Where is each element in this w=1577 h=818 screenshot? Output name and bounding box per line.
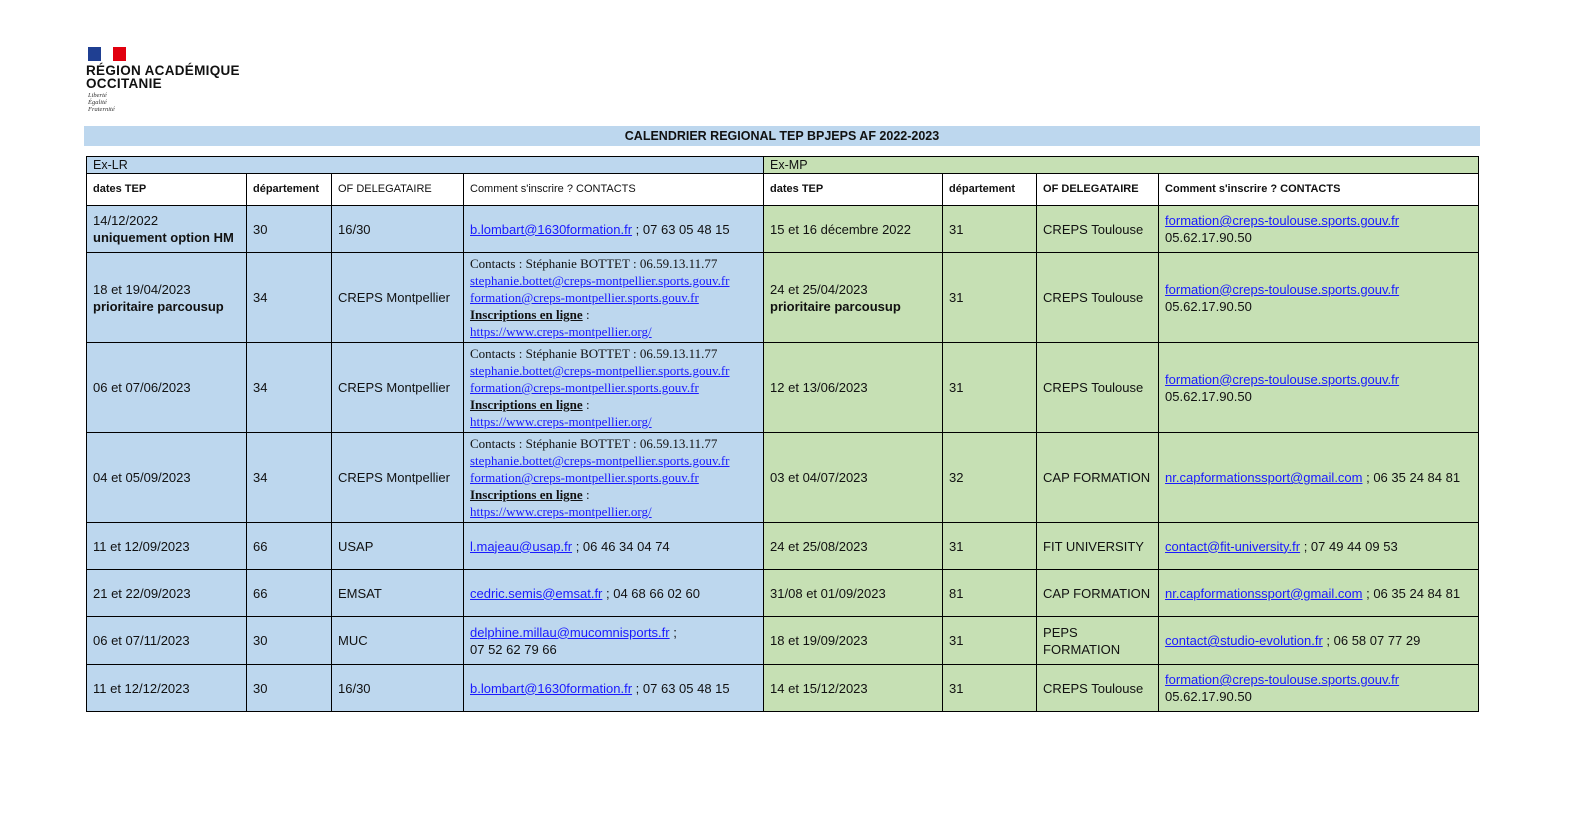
mp-date-cell	[764, 253, 943, 343]
mp-of: CAP FORMATION	[1043, 470, 1151, 485]
phone-text: ; 07 63 05 48 15	[632, 221, 730, 237]
lr-of: CREPS Montpellier	[338, 470, 450, 485]
mp-contacts-cell	[1159, 253, 1479, 343]
table-row	[87, 570, 1479, 617]
mp-date-cell	[764, 570, 943, 617]
mp-of-cell	[1037, 253, 1159, 343]
mp-dept: 31	[949, 290, 964, 305]
mp-date: 15 et 16 décembre 2022	[770, 221, 911, 237]
mp-of: CREPS Toulouse	[1043, 380, 1144, 395]
region-logo	[86, 46, 276, 120]
header-departement-mp: département	[943, 174, 1037, 206]
mp-contacts-cell	[1159, 206, 1479, 253]
mp-date: 14 et 15/12/2023	[770, 680, 868, 696]
lr-date-cell	[87, 523, 247, 570]
lr-note: prioritaire parcousup	[93, 298, 224, 314]
email-link[interactable]: formation@creps-montpellier.sports.gouv.fr	[470, 470, 699, 485]
lr-of-cell	[332, 570, 464, 617]
lr-contacts-cell	[464, 665, 764, 712]
lr-date-cell	[87, 433, 247, 523]
email-link[interactable]: formation@creps-montpellier.sports.gouv.fr	[470, 380, 699, 395]
mp-dept-cell	[943, 343, 1037, 433]
lr-dept: 30	[253, 221, 268, 237]
lr-of-cell	[332, 206, 464, 253]
phone-text: ; 06 58 07 77 29	[1322, 633, 1421, 648]
lr-of-cell	[332, 617, 464, 665]
header-dates-lr: dates TEP	[87, 174, 247, 206]
website-link[interactable]: https://www.creps-montpellier.org/	[470, 504, 652, 519]
header-contacts-mp: Comment s'inscrire ? CONTACTS	[1159, 174, 1479, 206]
mp-contacts-cell	[1159, 523, 1479, 570]
lr-date-cell	[87, 570, 247, 617]
phone-text: 05.62.17.90.50	[1165, 298, 1252, 314]
mp-date: 12 et 13/06/2023	[770, 380, 868, 395]
email-link[interactable]: stephanie.bottet@creps-montpellier.sports.gouv.fr	[470, 273, 730, 288]
mp-dept-cell	[943, 665, 1037, 712]
lr-date-cell	[87, 253, 247, 343]
inscriptions-label: Inscriptions en ligne	[470, 397, 583, 412]
phone-text: ; 04 68 66 02 60	[602, 585, 700, 601]
mp-of: CAP FORMATION	[1043, 585, 1151, 601]
lr-date: 04 et 05/09/2023	[93, 470, 191, 485]
mp-dept: 31	[949, 680, 964, 696]
lr-date: 06 et 07/06/2023	[93, 380, 191, 395]
lr-dept-cell	[247, 523, 332, 570]
mp-dept-cell	[943, 570, 1037, 617]
email-link[interactable]: formation@creps-toulouse.sports.gouv.fr	[1165, 281, 1400, 297]
lr-dept: 66	[253, 538, 268, 554]
mp-dept-cell	[943, 523, 1037, 570]
calendar-table	[86, 156, 1479, 712]
mp-of: CREPS Toulouse	[1043, 221, 1144, 237]
lr-of-cell	[332, 665, 464, 712]
logo-motto	[88, 92, 115, 113]
lr-of: CREPS Montpellier	[338, 380, 450, 395]
lr-dept-cell	[247, 433, 332, 523]
mp-date-cell	[764, 433, 943, 523]
mp-of-cell	[1037, 523, 1159, 570]
section-ex-lr: Ex-LR	[87, 157, 764, 174]
lr-contacts-cell	[464, 433, 764, 523]
contact-line: Contacts : Stéphanie BOTTET : 06.59.13.11.77	[470, 436, 718, 451]
table-row	[87, 617, 1479, 665]
mp-of: CREPS Toulouse	[1043, 680, 1144, 696]
email-link[interactable]: formation@creps-toulouse.sports.gouv.fr	[1165, 371, 1400, 387]
lr-dept: 30	[253, 680, 268, 696]
website-link[interactable]: https://www.creps-montpellier.org/	[470, 324, 652, 339]
lr-contacts-cell	[464, 343, 764, 433]
table-row	[87, 433, 1479, 523]
mp-dept: 31	[949, 633, 964, 648]
table-row	[87, 206, 1479, 253]
email-link[interactable]: cedric.semis@emsat.fr	[470, 585, 603, 601]
inscriptions-suffix: :	[582, 307, 590, 322]
table-row	[87, 665, 1479, 712]
logo-line-2: OCCITANIE	[86, 76, 162, 91]
phone-text: ; 07 49 44 09 53	[1300, 538, 1398, 554]
table-row	[87, 523, 1479, 570]
email-link[interactable]: b.lombart@1630formation.fr	[470, 221, 633, 237]
lr-dept-cell	[247, 570, 332, 617]
mp-contacts-cell	[1159, 343, 1479, 433]
lr-dept-cell	[247, 253, 332, 343]
mp-date-cell	[764, 343, 943, 433]
phone-text: ;	[669, 624, 677, 640]
mp-dept: 81	[949, 585, 964, 601]
mp-dept-cell	[943, 433, 1037, 523]
lr-date: 14/12/2022	[93, 213, 159, 228]
mp-date-cell	[764, 617, 943, 665]
lr-of: 16/30	[338, 221, 371, 237]
mp-dept: 32	[949, 470, 964, 485]
email-link[interactable]: nr.capformationssport@gmail.com	[1165, 585, 1363, 601]
lr-of: 16/30	[338, 680, 371, 696]
mp-contacts-cell	[1159, 665, 1479, 712]
mp-date-cell	[764, 523, 943, 570]
lr-date: 11 et 12/12/2023	[93, 680, 190, 696]
lr-date: 11 et 12/09/2023	[93, 538, 190, 554]
lr-dept: 34	[253, 380, 268, 395]
mp-contacts-cell	[1159, 570, 1479, 617]
email-link[interactable]: delphine.millau@mucomnisports.fr	[470, 624, 670, 640]
header-of-lr: OF DELEGATAIRE	[332, 174, 464, 206]
phone-text: ; 07 63 05 48 15	[632, 680, 730, 696]
lr-contacts-cell	[464, 523, 764, 570]
mp-note: prioritaire parcousup	[770, 298, 901, 314]
mp-of-cell	[1037, 665, 1159, 712]
mp-of: FIT UNIVERSITY	[1043, 538, 1144, 554]
lr-of: EMSAT	[338, 585, 382, 601]
phone-text: ; 06 35 24 84 81	[1362, 470, 1461, 485]
inscriptions-suffix: :	[582, 487, 590, 502]
lr-of: MUC	[338, 633, 368, 648]
email-link[interactable]: formation@creps-montpellier.sports.gouv.fr	[470, 290, 699, 305]
page-title: CALENDRIER REGIONAL TEP BPJEPS AF 2022-2023	[84, 126, 1480, 146]
mp-dept: 31	[949, 538, 964, 554]
email-link[interactable]: nr.capformationssport@gmail.com	[1165, 470, 1363, 485]
mp-dept: 31	[949, 380, 964, 395]
lr-contacts-cell	[464, 253, 764, 343]
mp-date: 18 et 19/09/2023	[770, 633, 868, 648]
phone-text: ; 06 35 24 84 81	[1362, 585, 1461, 601]
lr-dept: 30	[253, 633, 268, 648]
mp-of-cell	[1037, 433, 1159, 523]
mp-contacts-cell	[1159, 433, 1479, 523]
french-flag-icon	[88, 47, 126, 61]
mp-date: 24 et 25/08/2023	[770, 538, 868, 554]
mp-of: CREPS Toulouse	[1043, 290, 1144, 305]
mp-contacts-cell	[1159, 617, 1479, 665]
email-link[interactable]: b.lombart@1630formation.fr	[470, 680, 633, 696]
lr-note: uniquement option HM	[93, 230, 234, 245]
contact-line: Contacts : Stéphanie BOTTET : 06.59.13.11.77	[470, 256, 718, 271]
phone-text: 05.62.17.90.50	[1165, 230, 1252, 245]
lr-dept-cell	[247, 617, 332, 665]
lr-of: CREPS Montpellier	[338, 290, 450, 305]
contact-line: Contacts : Stéphanie BOTTET : 06.59.13.11.77	[470, 346, 718, 361]
mp-of-cell	[1037, 617, 1159, 665]
mp-dept-cell	[943, 206, 1037, 253]
mp-date: 31/08 et 01/09/2023	[770, 585, 886, 601]
email-link[interactable]: l.majeau@usap.fr	[470, 538, 573, 554]
table-row	[87, 343, 1479, 433]
lr-of-cell	[332, 253, 464, 343]
email-link[interactable]: contact@studio-evolution.fr	[1165, 633, 1323, 648]
email-link[interactable]: formation@creps-toulouse.sports.gouv.fr	[1165, 213, 1400, 228]
phone-text: 05.62.17.90.50	[1165, 689, 1252, 704]
header-contacts-lr: Comment s'inscrire ? CONTACTS	[464, 174, 764, 206]
section-ex-mp: Ex-MP	[764, 157, 1479, 174]
mp-of-cell	[1037, 206, 1159, 253]
lr-of-cell	[332, 343, 464, 433]
mp-dept-cell	[943, 253, 1037, 343]
motto-fraternite: Fraternité	[88, 106, 115, 113]
mp-dept: 31	[949, 221, 964, 237]
inscriptions-label: Inscriptions en ligne	[470, 487, 583, 502]
mp-date-cell	[764, 206, 943, 253]
mp-date: 24 et 25/04/2023	[770, 281, 868, 297]
email-link[interactable]: formation@creps-toulouse.sports.gouv.fr	[1165, 672, 1400, 687]
motto-egalite: Égalité	[88, 99, 107, 106]
mp-of: PEPS FORMATION	[1043, 624, 1121, 657]
lr-dept-cell	[247, 206, 332, 253]
lr-contacts-cell	[464, 206, 764, 253]
table-row	[87, 253, 1479, 343]
lr-contacts-cell	[464, 570, 764, 617]
phone-text: 07 52 62 79 66	[470, 641, 557, 657]
phone-text: ; 06 46 34 04 74	[572, 538, 670, 554]
lr-of: USAP	[338, 538, 374, 554]
website-link[interactable]: https://www.creps-montpellier.org/	[470, 414, 652, 429]
email-link[interactable]: stephanie.bottet@creps-montpellier.sports.gouv.fr	[470, 363, 730, 378]
inscriptions-label: Inscriptions en ligne	[470, 307, 583, 322]
lr-date-cell	[87, 617, 247, 665]
lr-date-cell	[87, 343, 247, 433]
mp-dept-cell	[943, 617, 1037, 665]
mp-of-cell	[1037, 570, 1159, 617]
header-of-mp: OF DELEGATAIRE	[1037, 174, 1159, 206]
lr-date: 18 et 19/04/2023	[93, 281, 191, 297]
logo-line-1: RÉGION ACADÉMIQUE	[86, 63, 240, 78]
lr-dept: 34	[253, 290, 268, 305]
email-link[interactable]: contact@fit-university.fr	[1165, 538, 1301, 554]
header-dates-mp: dates TEP	[764, 174, 943, 206]
inscriptions-suffix: :	[582, 397, 590, 412]
motto-liberte: Liberté	[88, 92, 107, 99]
lr-date-cell	[87, 665, 247, 712]
lr-date-cell	[87, 206, 247, 253]
lr-date: 06 et 07/11/2023	[93, 633, 190, 648]
lr-dept: 34	[253, 470, 268, 485]
mp-date: 03 et 04/07/2023	[770, 470, 868, 485]
mp-date-cell	[764, 665, 943, 712]
mp-of-cell	[1037, 343, 1159, 433]
lr-dept-cell	[247, 665, 332, 712]
lr-contacts-cell	[464, 617, 764, 665]
lr-dept-cell	[247, 343, 332, 433]
lr-of-cell	[332, 433, 464, 523]
lr-dept: 66	[253, 585, 268, 601]
header-departement-lr: département	[247, 174, 332, 206]
lr-of-cell	[332, 523, 464, 570]
email-link[interactable]: stephanie.bottet@creps-montpellier.sports.gouv.fr	[470, 453, 730, 468]
phone-text: 05.62.17.90.50	[1165, 388, 1252, 404]
lr-date: 21 et 22/09/2023	[93, 585, 191, 601]
